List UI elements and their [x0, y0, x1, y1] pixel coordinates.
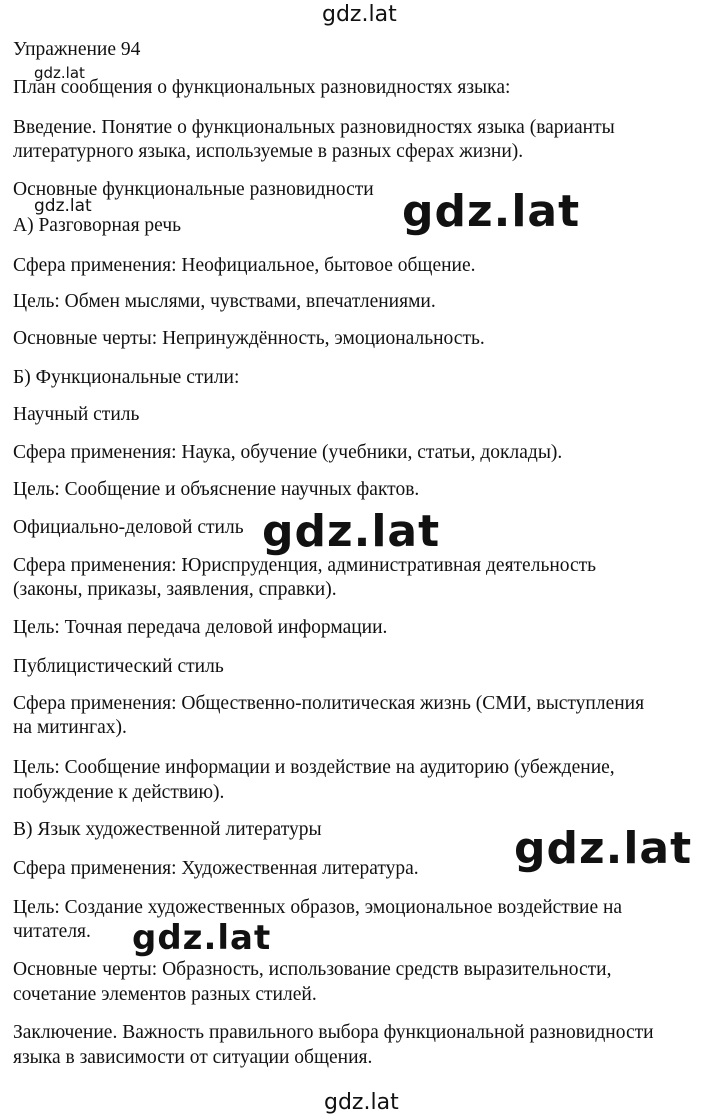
conclusion-line-2: языка в зависимости от ситуации общения. [13, 1047, 373, 1068]
section-a-features: Основные черты: Непринуждённость, эмоциональность. [13, 328, 485, 349]
exercise-title: Упражнение 94 [13, 39, 141, 60]
publicistic-style-goal-1: Цель: Сообщение информации и воздействие на аудиторию (убеждение, [13, 757, 615, 778]
conclusion-line-1: Заключение. Важность правильного выбора функциональной разновидности [13, 1022, 654, 1043]
publicistic-style-sphere-1: Сфера применения: Общественно-политическая жизнь (СМИ, выступления [13, 693, 645, 714]
section-v-sphere: Сфера применения: Художественная литература. [13, 858, 419, 879]
scientific-style-heading: Научный стиль [13, 404, 140, 425]
official-style-sphere-1: Сфера применения: Юриспруденция, административная деятельность [13, 555, 597, 576]
publicistic-style-heading: Публицистический стиль [13, 656, 224, 677]
watermark-small: gdz.lat [34, 196, 92, 216]
intro-line-2: литературного языка, используемые в разных сферах жизни). [13, 141, 524, 162]
watermark-medium: gdz.lat [132, 918, 272, 958]
plan-heading: План сообщения о функциональных разновидностях языка: [13, 77, 511, 98]
official-style-heading: Официально-деловой стиль [13, 517, 244, 538]
publicistic-style-sphere-2: на митингах). [13, 717, 127, 738]
section-a-goal: Цель: Обмен мыслями, чувствами, впечатлениями. [13, 291, 436, 312]
section-b-heading: Б) Функциональные стили: [13, 367, 240, 388]
watermark-large: gdz.lat [262, 506, 441, 557]
official-style-sphere-2: (законы, приказы, заявления, справки). [13, 579, 337, 600]
official-style-goal: Цель: Точная передача деловой информации. [13, 617, 388, 638]
watermark-top: gdz.lat [322, 2, 397, 27]
watermark-large: gdz.lat [402, 186, 581, 237]
publicistic-style-goal-2: побуждение к действию). [13, 782, 225, 803]
watermark-large: gdz.lat [514, 823, 693, 874]
section-v-goal-2: читателя. [13, 921, 91, 942]
section-a-heading: А) Разговорная речь [13, 215, 182, 236]
section-v-heading: В) Язык художественной литературы [13, 819, 322, 840]
watermark-small: gdz.lat [34, 64, 85, 82]
section-v-features-1: Основные черты: Образность, использование средств выразительности, [13, 959, 612, 980]
section-v-features-2: сочетание элементов разных стилей. [13, 984, 317, 1005]
scientific-style-goal: Цель: Сообщение и объяснение научных фактов. [13, 479, 420, 500]
main-heading: Основные функциональные разновидности [13, 179, 374, 200]
intro-line-1: Введение. Понятие о функциональных разновидностях языка (варианты [13, 117, 615, 138]
scientific-style-sphere: Сфера применения: Наука, обучение (учебники, статьи, доклады). [13, 442, 563, 463]
section-a-sphere: Сфера применения: Неофициальное, бытовое общение. [13, 255, 476, 276]
watermark-bottom: gdz.lat [324, 1090, 399, 1115]
section-v-goal-1: Цель: Создание художественных образов, эмоциональное воздействие на [13, 897, 623, 918]
